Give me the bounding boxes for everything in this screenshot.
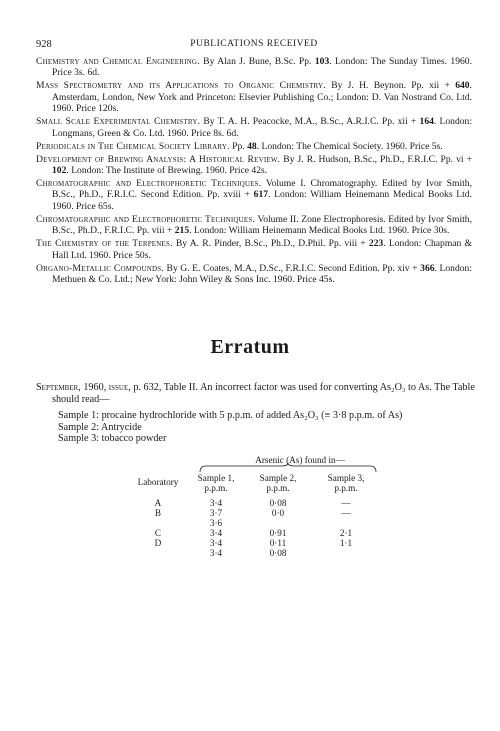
table-cell: D — [154, 538, 162, 548]
page-number: 928 — [36, 39, 52, 50]
publication-imprint: . London: Chapman & Hall Ltd. 1960. Price 50s. — [52, 238, 472, 261]
table-cell: 3·4 — [209, 538, 223, 548]
erratum-issue-ref: September, 1960, issue, — [36, 382, 131, 393]
publication-imprint: . London: Longmans, Green & Co. Ltd. 1960. Price 8s. 6d. — [52, 116, 473, 139]
publication-imprint: . London: William Heinemann Medical Books Ltd. 1960. Price 65s. — [52, 189, 472, 212]
table-cell: 3·7 — [209, 508, 223, 518]
publication-details: Pp. — [232, 140, 248, 152]
publication-title: Chromatographic and Electrophoretic Techniques. — [36, 178, 262, 190]
publication-title: Periodicals in The Chemical Society Library. — [36, 140, 230, 152]
publication-entry — [36, 214, 472, 237]
publication-details: Volume I. Chromatography. Edited by Ivor Smith, B.Sc., Ph.D., F.R.I.C. Second Edition. Pp. xviii + — [52, 178, 472, 201]
publication-details: By J. H. Beynon. Pp. xii + — [331, 80, 456, 92]
publication-title: Organo-Metallic Compounds. — [36, 262, 164, 274]
publication-entry — [36, 178, 472, 212]
publication-imprint: . London: William Heinemann Medical Books Ltd. 1960. Price 30s. — [189, 225, 450, 237]
publication-pages: 617 — [253, 189, 269, 201]
publication-details: By G. E. Coates, M.A., D.Sc., F.R.I.C. Second Edition. Pp. xiv + — [166, 262, 421, 274]
table-cell: C — [154, 528, 162, 538]
page-header — [36, 39, 472, 53]
publication-entry — [36, 141, 472, 152]
publication-imprint: . London: The Institute of Brewing. 1960. Price 42s. — [66, 165, 268, 177]
publication-details: By Alan J. Bune, B.Sc. Pp. — [203, 56, 315, 67]
column-header-unit: p.p.m. — [204, 483, 228, 493]
publication-pages: 103 — [314, 56, 330, 67]
publication-title: Mass Spectrometry and its Applications to Organic Chemistry. — [36, 80, 326, 92]
running-head: PUBLICATIONS RECEIVED — [190, 39, 318, 49]
sample-item: Sample 3: tobacco powder — [58, 433, 167, 445]
table-row — [130, 498, 390, 508]
table-cell: A — [154, 498, 162, 508]
column-header-unit: p.p.m. — [266, 483, 290, 493]
column-header-laboratory: Laboratory — [137, 477, 179, 487]
publication-pages: 215 — [174, 225, 190, 237]
publication-entry — [36, 154, 472, 177]
sample-list — [58, 410, 478, 445]
table-cell: 3·4 — [209, 498, 223, 508]
table-cell: 3·6 — [209, 518, 223, 528]
publication-imprint: . London: The Sunday Times. 1960. Price 3s. 6d. — [52, 56, 472, 79]
publication-title: Chromatographic and Electrophoretic Techniques. — [36, 213, 256, 225]
publication-pages: 102 — [52, 165, 67, 177]
publication-title: The Chemistry of the Terpenes. — [36, 238, 173, 250]
erratum-heading: Erratum — [210, 336, 290, 358]
table-row — [130, 508, 390, 518]
column-header-sample3 — [320, 473, 372, 493]
publication-entry — [36, 263, 472, 286]
table-row — [130, 518, 390, 528]
table-cell: 0·08 — [269, 548, 287, 558]
table-cell: 3·4 — [209, 548, 223, 558]
publication-pages: 164 — [419, 116, 434, 128]
publication-details: By T. A. H. Peacocke, M.A., B.Sc., A.R.I.C. Pp. xii + — [203, 116, 420, 128]
publication-title: Chemistry and Chemical Engineering. — [36, 56, 200, 67]
erratum-intro — [36, 382, 488, 406]
publication-imprint: . Amsterdam, London, New York and Princeton: Elsevier Publishing Co.; London: D. Van Nostrand Co. Ltd. 1960. Price 120s. — [52, 80, 472, 115]
publication-entry — [36, 56, 472, 79]
erratum-intro-text: p. 632, Table II. An incorrect factor was used for converting As₂O₃ to As. The Table should read— — [52, 382, 475, 405]
publication-details: By J. R. Hudson, B.Sc., Ph.D., F.R.I.C. Pp. vi + — [283, 153, 472, 165]
publication-pages: 366 — [420, 262, 435, 274]
table-cell: — — [341, 508, 351, 518]
table-cell: 3·4 — [209, 528, 223, 538]
column-header-text: Sample 1, — [197, 473, 235, 483]
column-header-text: Sample 3, — [327, 473, 365, 483]
table-cell: 0·11 — [269, 538, 287, 548]
table-cell: B — [154, 508, 162, 518]
publication-details: Volume II. Zone Electrophoresis. Edited by Ivor Smith, B.Sc., Ph.D., F.R.I.C. Pp. viii + — [52, 213, 473, 237]
table-cell: 1·1 — [339, 538, 353, 548]
column-header-sample2 — [250, 473, 306, 493]
table-cell: 0·91 — [269, 528, 287, 538]
publication-title: Small Scale Experimental Chemistry. — [36, 116, 201, 128]
publication-pages: 640 — [455, 80, 470, 92]
table-row — [130, 538, 390, 548]
column-brace — [198, 463, 378, 473]
publication-title: Development of Brewing Analysis: A Historical Review. — [36, 153, 281, 165]
column-header-sample1 — [190, 473, 242, 493]
column-header-unit: p.p.m. — [334, 483, 358, 493]
publication-entry — [36, 116, 472, 139]
table-cell: — — [341, 498, 351, 508]
publication-details: By A. R. Pinder, B.Sc., Ph.D., D.Phil. Pp. viii + — [175, 238, 369, 250]
table-group-header: Arsenic (As) found in— — [255, 455, 345, 465]
publication-entry — [36, 238, 472, 261]
sample-item: Sample 2: Antrycide — [58, 421, 142, 433]
table-row — [130, 528, 390, 538]
table-cell: 2·1 — [339, 528, 353, 538]
publication-imprint: . London: The Chemical Society. 1960. Price 5s. — [256, 140, 443, 152]
column-header-text: Sample 2, — [259, 473, 297, 483]
table-row — [130, 548, 390, 558]
table-cell: 0·0 — [271, 508, 285, 518]
publication-entry — [36, 80, 472, 114]
publications-list — [36, 56, 472, 287]
publication-pages: 223 — [368, 238, 384, 250]
publication-imprint: . London: Methuen & Co. Ltd.; New York: John Wiley & Sons Inc. 1960. Price 45s. — [52, 262, 472, 286]
table-cell: 0·08 — [269, 498, 287, 508]
publication-pages: 48 — [247, 140, 257, 152]
sample-item: Sample 1: procaine hydrochloride with 5 p.p.m. of added As₂O₃ (≡ 3·8 p.p.m. of As) — [58, 410, 403, 421]
